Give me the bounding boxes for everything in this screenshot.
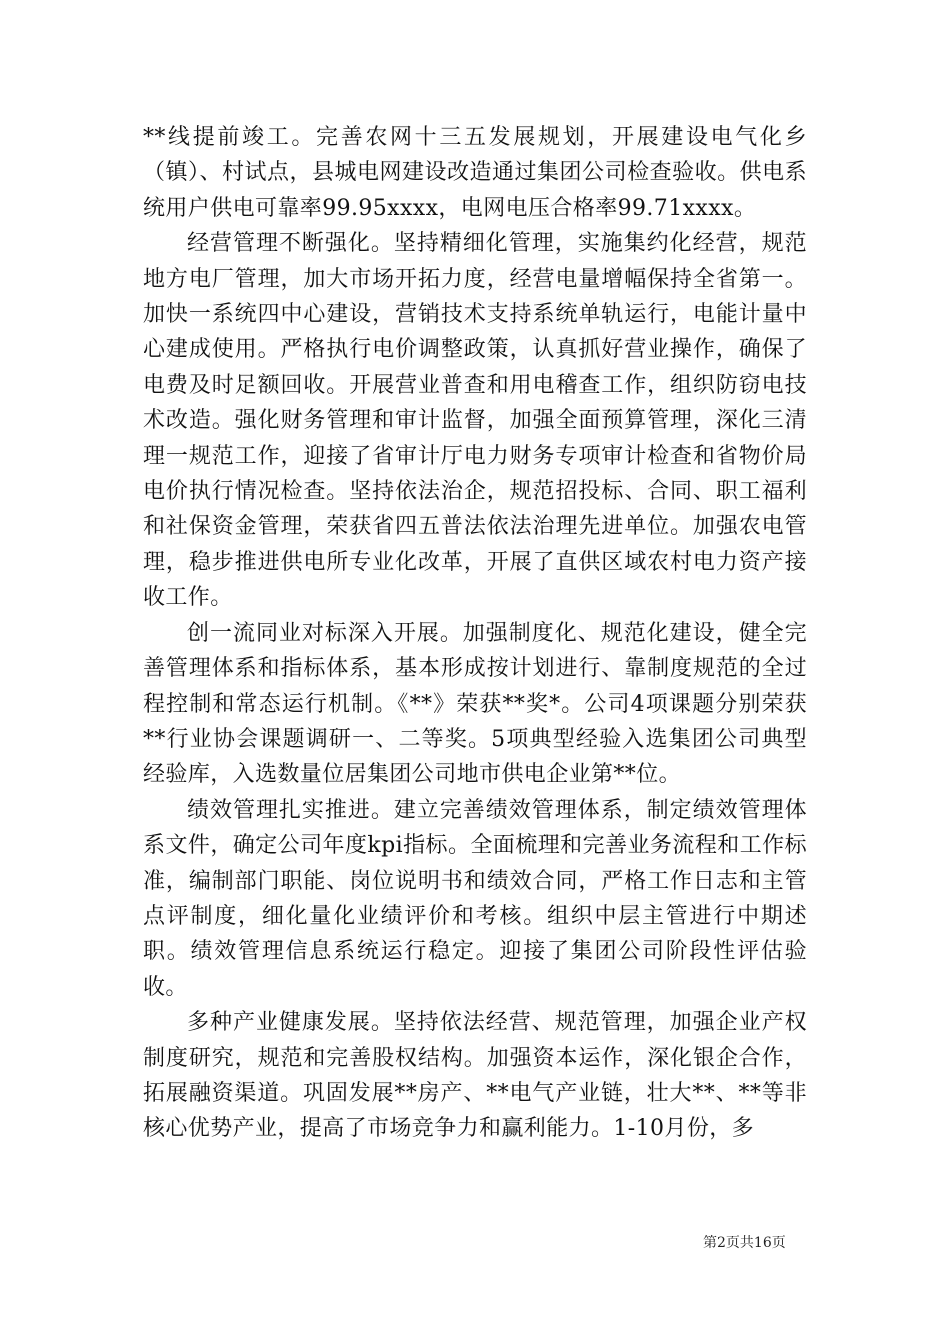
paragraph-grid-construction: **线提前竣工。完善农网十三五发展规划，开展建设电气化乡（镇）、村试点，县城电网建设改造通过集团公司检查验收。供电系统用户供电可靠率99.95xxxx，电网电压合格率99.71xxxx。 [143,125,807,221]
document-body [143,120,807,1147]
paragraph-industries-development: 多种产业健康发展。坚持依法经营、规范管理，加强企业产权制度研究，规范和完善股权结构。加强资本运作，深化银企合作，拓展融资渠道。巩固发展**房产、**电气产业链，壮大**、**等非核心优势产业，提高了市场竞争力和赢利能力。1-10月份，多 [143,1010,807,1142]
paragraph-performance-management: 绩效管理扎实推进。建立完善绩效管理体系，制定绩效管理体系文件，确定公司年度kpi指标。全面梳理和完善业务流程和工作标准，编制部门职能、岗位说明书和绩效合同，严格工作日志和主管点评制度，细化量化业绩评价和考核。组织中层主管进行中期述职。绩效管理信息系统运行稳定。迎接了集团公司阶段性评估验收。 [143,797,807,1000]
paragraph-benchmarking: 创一流同业对标深入开展。加强制度化、规范化建设，健全完善管理体系和指标体系，基本形成按计划进行、靠制度规范的全过程控制和常态运行机制。《**》荣获**奖*。公司4项课题分别荣获**行业协会课题调研一、二等奖。5项典型经验入选集团公司典型经验库，入选数量位居集团公司地市供电企业第**位。 [143,620,807,788]
page-number-footer: 第2页共16页 [703,1235,786,1251]
paragraph-operations-management: 经营管理不断强化。坚持精细化管理，实施集约化经营，规范地方电厂管理，加大市场开拓力度，经营电量增幅保持全省第一。加快一系统四中心建设，营销技术支持系统单轨运行，电能计量中心建成使用。严格执行电价调整政策，认真抓好营业操作，确保了电费及时足额回收。开展营业普查和用电稽查工作，组织防窃电技术改造。强化财务管理和审计监督，加强全面预算管理，深化三清理一规范工作，迎接了省审计厅电力财务专项审计检查和省物价局电价执行情况检查。坚持依法治企，规范招投标、合同、职工福利和社保资金管理，荣获省四五普法依法治理先进单位。加强农电管理，稳步推进供电所专业化改革，开展了直供区域农村电力资产接收工作。 [143,231,807,611]
